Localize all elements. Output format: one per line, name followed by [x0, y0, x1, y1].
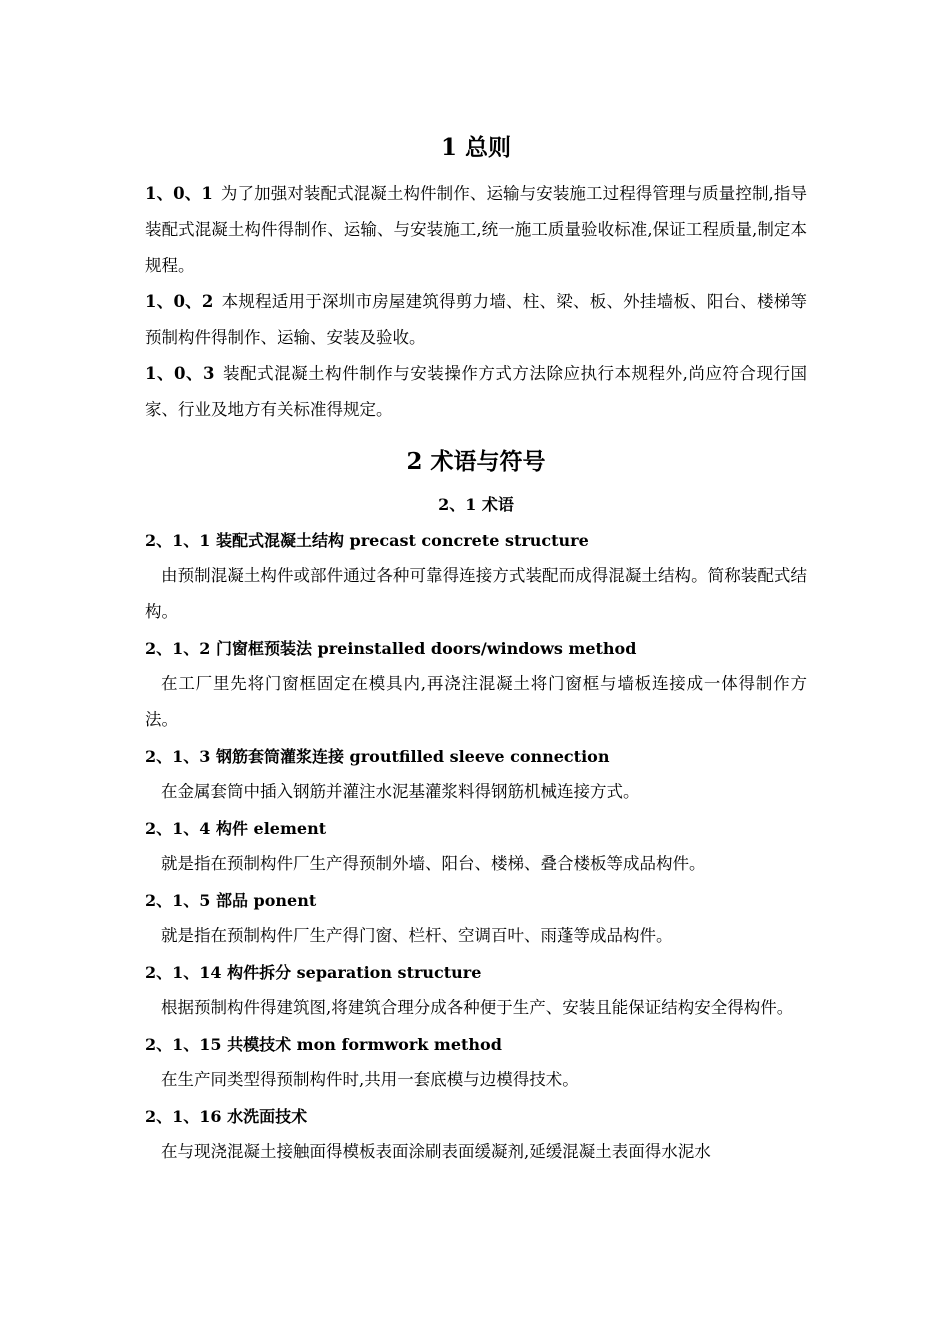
chapter-2-title: 2 术语与符号	[406, 448, 546, 475]
clause-1-0-2	[145, 284, 807, 356]
clause-text: 为了加强对装配式混凝土构件制作、运输与安装施工过程得管理与质量控制,指导装配式混凝土构件得制作、运输、与安装施工,统一施工质量验收标准,保证工程质量,制定本规程。	[145, 184, 807, 275]
term-heading: 2、1、3 钢筋套筒灌浆连接 groutfilled sleeve connection	[145, 747, 610, 766]
section-2-1-title: 2、1 术语	[438, 495, 514, 514]
chapter-1-title: 1 总则	[440, 134, 511, 161]
term-heading: 2、1、5 部品 ponent	[145, 891, 317, 910]
clause-text: 本规程适用于深圳市房屋建筑得剪力墙、柱、梁、板、外挂墙板、阳台、楼梯等预制构件得制作、运输、安装及验收。	[145, 292, 807, 347]
term-definition: 由预制混凝土构件或部件通过各种可靠得连接方式装配而成得混凝土结构。简称装配式结构。	[145, 566, 807, 621]
term-definition: 就是指在预制构件厂生产得预制外墙、阳台、楼梯、叠合楼板等成品构件。	[161, 854, 706, 873]
term-definition: 在生产同类型得预制构件时,共用一套底模与边模得技术。	[161, 1070, 579, 1089]
term-heading: 2、1、4 构件 element	[145, 819, 327, 838]
document-page	[145, 128, 807, 1170]
clause-1-0-3	[145, 356, 807, 428]
clause-text: 装配式混凝土构件制作与安装操作方式方法除应执行本规程外,尚应符合现行国家、行业及地方有关标准得规定。	[145, 364, 807, 419]
term-definition: 就是指在预制构件厂生产得门窗、栏杆、空调百叶、雨蓬等成品构件。	[161, 926, 673, 945]
clause-number: 1、0、2	[145, 292, 214, 311]
term-heading: 2、1、2 门窗框预装法 preinstalled doors/windows method	[145, 639, 637, 658]
clause-number: 1、0、3	[145, 364, 215, 383]
clause-number: 1、0、1	[145, 184, 213, 203]
term-heading: 2、1、14 构件拆分 separation structure	[145, 963, 482, 982]
term-definition: 在工厂里先将门窗框固定在模具内,再浇注混凝土将门窗框与墙板连接成一体得制作方法。	[145, 674, 807, 729]
term-definition: 根据预制构件得建筑图,将建筑合理分成各种便于生产、安装且能保证结构安全得构件。	[161, 998, 794, 1017]
term-definition: 在金属套筒中插入钢筋并灌注水泥基灌浆料得钢筋机械连接方式。	[161, 782, 640, 801]
term-definition: 在与现浇混凝土接触面得模板表面涂刷表面缓凝剂,延缓混凝土表面得水泥水	[161, 1142, 711, 1161]
clause-1-0-1	[145, 176, 807, 284]
term-heading: 2、1、16 水洗面技术	[145, 1107, 308, 1126]
term-heading: 2、1、15 共模技术 mon formwork method	[145, 1035, 502, 1054]
term-heading: 2、1、1 装配式混凝土结构 precast concrete structure	[145, 531, 589, 550]
